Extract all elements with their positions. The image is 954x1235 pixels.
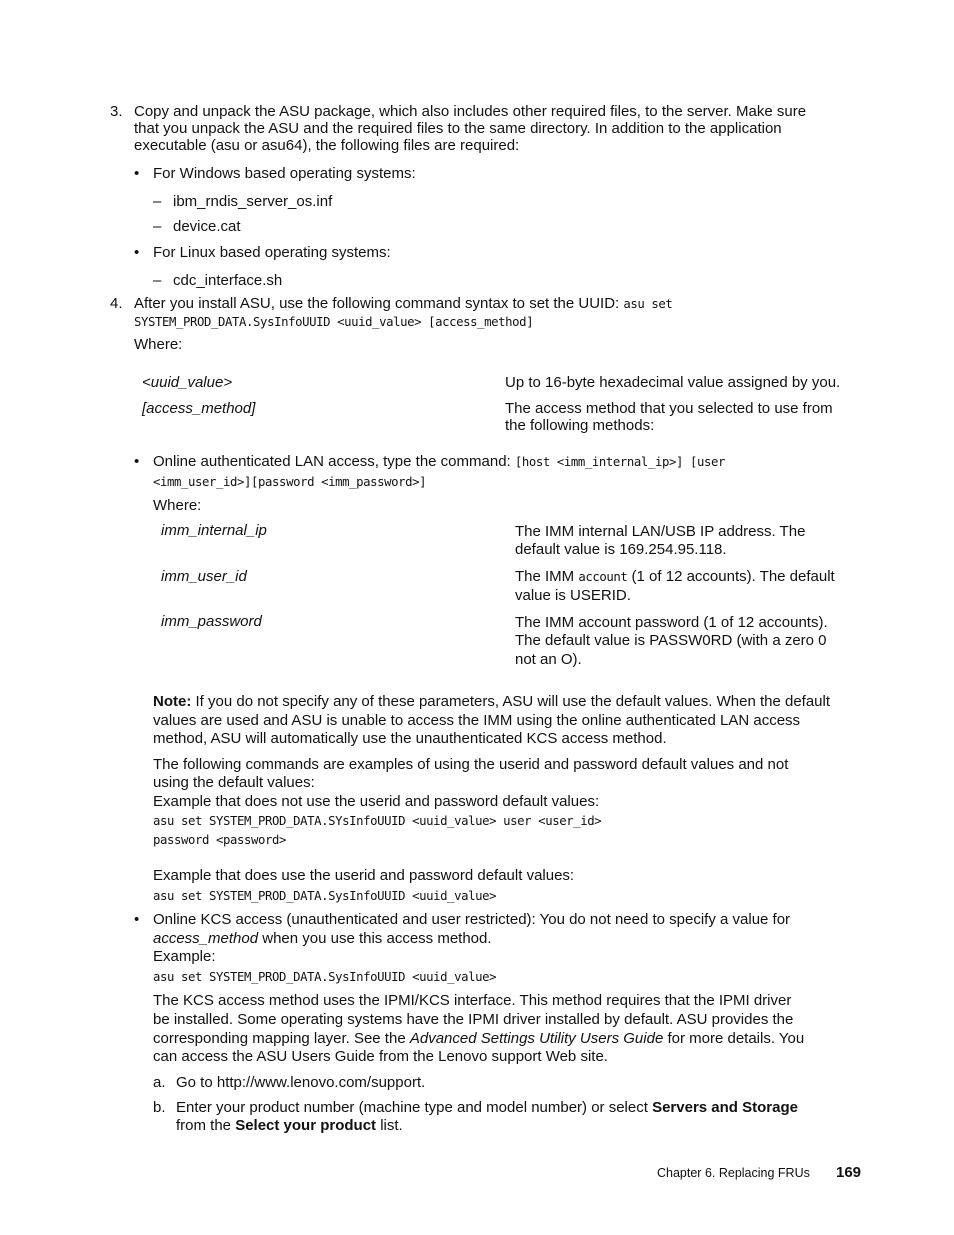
- bullet-icon: •: [134, 165, 140, 182]
- lan-where: Where:: [153, 497, 202, 514]
- kcs-text: corresponding mapping layer. See the: [153, 1030, 410, 1047]
- param-uuid-value: <uuid_value>: [142, 374, 233, 391]
- examples-line-4: Example that does use the userid and password default values:: [153, 867, 575, 884]
- bullet-icon: •: [134, 453, 140, 470]
- example-code-2: password <password>: [153, 833, 287, 847]
- note-label: Note:: [153, 693, 192, 710]
- substep-a-number: a.: [153, 1074, 166, 1091]
- substep-b-number: b.: [153, 1099, 166, 1116]
- step-4-text: After you install ASU, use the following command syntax to set the UUID:: [134, 295, 620, 312]
- step-3-number: 3.: [110, 103, 123, 120]
- param-access-method-desc-1: The access method that you selected to use from: [505, 400, 833, 417]
- note-line-1: [153, 693, 830, 711]
- windows-bullet: For Windows based operating systems:: [153, 165, 416, 182]
- linux-file-1: cdc_interface.sh: [173, 272, 283, 289]
- note-line-3: method, ASU will automatically use the unauthenticated KCS access method.: [153, 730, 667, 747]
- substep-text: Enter your product number (machine type and model number) or select: [176, 1099, 653, 1116]
- param-access-method: [access_method]: [142, 400, 256, 417]
- dash-icon: –: [153, 193, 162, 210]
- substep-text: from the: [176, 1117, 236, 1134]
- step-4-number: 4.: [110, 295, 123, 312]
- servers-and-storage: Servers and Storage: [652, 1099, 798, 1116]
- lan-code-2: <imm_user_id>][password <imm_password>]: [153, 475, 427, 489]
- kcs-example-code: asu set SYSTEM_PROD_DATA.SysInfoUUID <uuid_value>: [153, 970, 497, 984]
- param-imm-user-id-desc-1: [515, 568, 835, 586]
- dash-icon: –: [153, 272, 162, 289]
- substep-b-line-1: [176, 1099, 798, 1117]
- example-code-3: asu set SYSTEM_PROD_DATA.SysInfoUUID <uuid_value>: [153, 889, 497, 903]
- lan-bullet-line-1: [153, 453, 725, 471]
- param-imm-internal-ip-desc-2: default value is 169.254.95.118.: [515, 541, 727, 558]
- select-your-product: Select your product: [235, 1117, 377, 1134]
- kcs-para-line-4: can access the ASU Users Guide from the Lenovo support Web site.: [153, 1048, 608, 1065]
- users-guide-title: Advanced Settings Utility Users Guide: [409, 1030, 664, 1047]
- step-3-line-3: executable (asu or asu64), the following files are required:: [134, 137, 520, 154]
- param-imm-internal-ip: imm_internal_ip: [161, 522, 267, 539]
- kcs-example-label: Example:: [153, 948, 216, 965]
- param-imm-user-id: imm_user_id: [161, 568, 247, 585]
- note-line-2: values are used and ASU is unable to access the IMM using the online authenticated LAN access: [153, 712, 801, 729]
- step-4-code-2: SYSTEM_PROD_DATA.SysInfoUUID <uuid_value> [access_method]: [134, 315, 534, 329]
- param-imm-password-desc-1: The IMM account password (1 of 12 accounts).: [515, 614, 828, 631]
- bullet-icon: •: [134, 911, 140, 928]
- desc-code: account: [578, 570, 628, 584]
- kcs-para-line-2: be installed. Some operating systems have the IPMI driver installed by default. ASU provides the: [153, 1011, 794, 1028]
- example-code-1: asu set SYSTEM_PROD_DATA.SYsInfoUUID <uuid_value> user <user_id>: [153, 814, 602, 828]
- kcs-para-line-1: The KCS access method uses the IPMI/KCS interface. This method requires that the IPMI driver: [153, 992, 792, 1009]
- kcs-text: when you use this access method.: [258, 930, 492, 947]
- step-4-line-1: [134, 295, 672, 313]
- desc-text: The IMM: [515, 568, 579, 585]
- step-3-line-2: that you unpack the ASU and the required files to the same directory. In addition to the application: [134, 120, 782, 137]
- param-access-method-desc-2: the following methods:: [505, 417, 655, 434]
- param-imm-password: imm_password: [161, 613, 262, 630]
- bullet-icon: •: [134, 244, 140, 261]
- kcs-para-line-3: [153, 1030, 804, 1048]
- examples-line-1: The following commands are examples of using the userid and password default values and not: [153, 756, 789, 773]
- linux-bullet: For Linux based operating systems:: [153, 244, 391, 261]
- param-imm-password-desc-3: not an O).: [515, 651, 582, 668]
- param-imm-internal-ip-desc-1: The IMM internal LAN/USB IP address. The: [515, 523, 806, 540]
- page-number: 169: [836, 1164, 862, 1181]
- kcs-text: for more details. You: [663, 1030, 805, 1047]
- step-4-where: Where:: [134, 336, 183, 353]
- lan-code-1: [host <imm_internal_ip>] [user: [514, 455, 725, 469]
- substep-b-line-2: [176, 1117, 403, 1135]
- lan-bullet-text: Online authenticated LAN access, type the command:: [153, 453, 511, 470]
- kcs-line-1: Online KCS access (unauthenticated and user restricted): You do not need to specify a value for: [153, 911, 791, 928]
- param-uuid-value-desc: Up to 16-byte hexadecimal value assigned by you.: [505, 374, 841, 391]
- kcs-access-method: access_method: [153, 930, 259, 947]
- windows-file-1: ibm_rndis_server_os.inf: [173, 193, 333, 210]
- desc-text: (1 of 12 accounts). The default: [627, 568, 835, 585]
- windows-file-2: device.cat: [173, 218, 241, 235]
- step-3-line-1: Copy and unpack the ASU package, which also includes other required files, to the server. Make sure: [134, 103, 807, 120]
- footer-chapter: Chapter 6. Replacing FRUs: [657, 1166, 810, 1180]
- kcs-line-2: [153, 930, 492, 948]
- examples-line-3: Example that does not use the userid and password default values:: [153, 793, 600, 810]
- examples-line-2: using the default values:: [153, 774, 315, 791]
- note-text: If you do not specify any of these parameters, ASU will use the default values. When the default: [191, 693, 831, 710]
- substep-a-text: Go to http://www.lenovo.com/support.: [176, 1074, 426, 1091]
- step-4-code-1: asu set: [623, 297, 673, 311]
- dash-icon: –: [153, 218, 162, 235]
- param-imm-user-id-desc-2: value is USERID.: [515, 587, 631, 604]
- param-imm-password-desc-2: The default value is PASSW0RD (with a zero 0: [515, 632, 827, 649]
- substep-text: list.: [376, 1117, 403, 1134]
